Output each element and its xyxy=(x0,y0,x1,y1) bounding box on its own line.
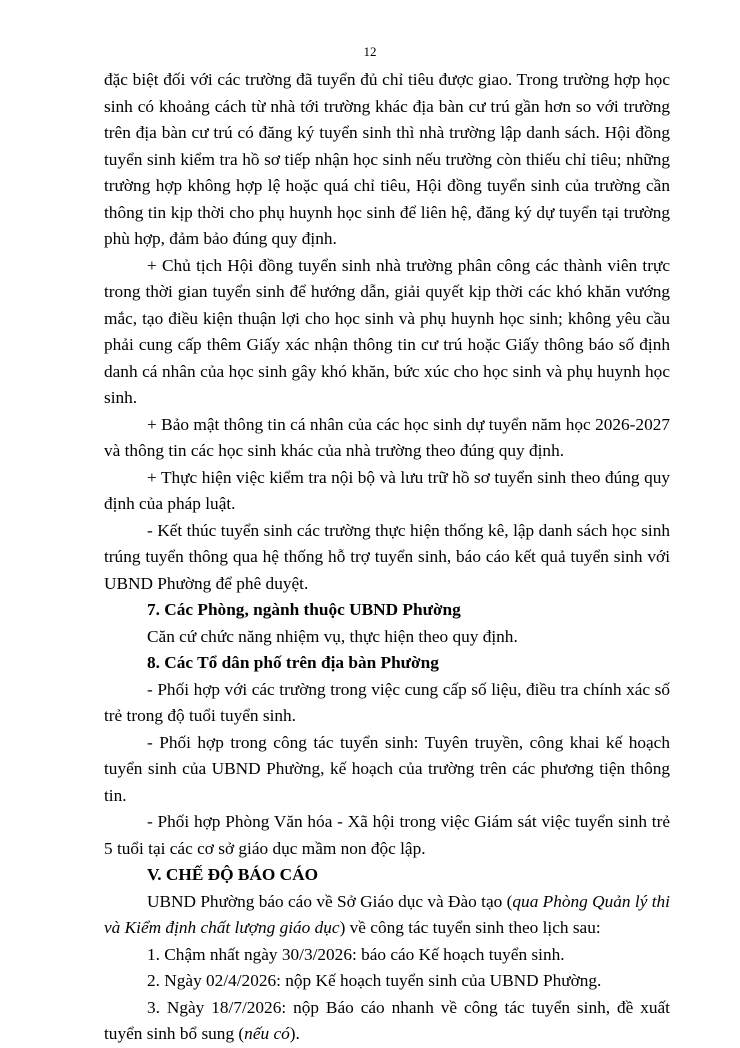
schedule-item-2: 2. Ngày 02/4/2026: nộp Kế hoạch tuyển sinh của UBND Phường. xyxy=(147,971,602,990)
paragraph-chairman-duties: + Chủ tịch Hội đồng tuyển sinh nhà trường phân công các thành viên trực trong thời gian tuyển sinh để hướng dẫn, giải quyết kịp thời các khó khăn vướng mắc, tạo điều kiện thuận lợi cho học sinh và phụ huynh học sinh; không yêu cầu phải cung cấp thêm Giấy xác nhận thông tin cư trú hoặc Giấy thông báo số định danh cá nhân của học sinh gây khó khăn, bức xúc cho học sinh và phụ huynh học sinh. xyxy=(104,255,670,407)
section-heading-v: V. CHẾ ĐỘ BÁO CÁO xyxy=(147,865,319,884)
schedule-item-1: 1. Chậm nhất ngày 30/3/2026: báo cáo Kế hoạch tuyển sinh. xyxy=(147,944,565,964)
schedule-item-3-italic: nếu có xyxy=(244,1024,290,1043)
paragraph-admission-continued: đặc biệt đối với các trường đã tuyển đủ chỉ tiêu được giao. Trong trường hợp học sinh có khoảng cách từ nhà tới trường khác địa bàn cư trú gần hơn so với trường trên địa bàn cư trú có đăng ký tuyển sinh thì nhà trường lập danh sách. Hội đồng tuyển sinh kiểm tra hồ sơ tiếp nhận học sinh nếu trường còn thiếu chỉ tiêu; những trường hợp không hợp lệ hoặc quá chỉ tiêu, Hội đồng tuyển sinh của trường cần thông tin kịp thời cho phụ huynh học sinh để liên hệ, đăng ký dự tuyển tại trường phù hợp, đảm bảo đúng quy định. xyxy=(104,70,670,248)
report-intro-after: ) về công tác tuyển sinh theo lịch sau: xyxy=(339,918,601,937)
paragraph-coordinate-supervision: - Phối hợp Phòng Văn hóa - Xã hội trong việc Giám sát việc tuyển sinh trẻ 5 tuổi tại các cơ sở giáo dục mầm non độc lập. xyxy=(104,812,670,858)
section-heading-7: 7. Các Phòng, ngành thuộc UBND Phường xyxy=(147,600,461,619)
schedule-item-3-after: ). xyxy=(289,1024,300,1043)
paragraph-admission-results: - Kết thúc tuyển sinh các trường thực hiện thống kê, lập danh sách học sinh trúng tuyển thông qua hệ thống hỗ trợ tuyển sinh, báo cáo kết quả tuyển sinh với UBND Phường để phê duyệt. xyxy=(104,520,670,593)
paragraph-coordinate-propaganda: - Phối hợp trong công tác tuyển sinh: Tuyên truyền, công khai kế hoạch tuyển sinh của UBND Phường, kế hoạch của trường trên các phương tiện thông tin. xyxy=(104,732,670,805)
report-intro-italic: qua Phòng Quản lý thi và Kiểm định chất lượng giáo dục xyxy=(104,891,670,937)
paragraph-coordinate-data: - Phối hợp với các trường trong việc cung cấp số liệu, điều tra chính xác số trẻ trong độ tuổi tuyển sinh. xyxy=(104,679,670,725)
paragraph-privacy: + Bảo mật thông tin cá nhân của các học sinh dự tuyển năm học 2026-2027 và thông tin các học sinh khác của nhà trường theo đúng quy định. xyxy=(104,414,670,460)
paragraph-internal-inspection: + Thực hiện việc kiểm tra nội bộ và lưu trữ hồ sơ tuyển sinh theo đúng quy định của pháp luật. xyxy=(104,467,670,513)
section-heading-8: 8. Các Tổ dân phố trên địa bàn Phường xyxy=(147,653,439,672)
document-body xyxy=(104,67,670,1048)
report-intro-before: UBND Phường báo cáo về Sở Giáo dục và Đào tạo ( xyxy=(147,891,513,911)
schedule-item-3-before: 3. Ngày 18/7/2026: nộp Báo cáo nhanh về công tác tuyển sinh, đề xuất tuyển sinh bổ sung ( xyxy=(104,997,670,1043)
schedule-item-3 xyxy=(104,995,670,1048)
paragraph-section-7-body: Căn cứ chức năng nhiệm vụ, thực hiện theo quy định. xyxy=(147,626,518,646)
page-number: 12 xyxy=(363,44,377,59)
paragraph-report-intro xyxy=(104,889,670,942)
